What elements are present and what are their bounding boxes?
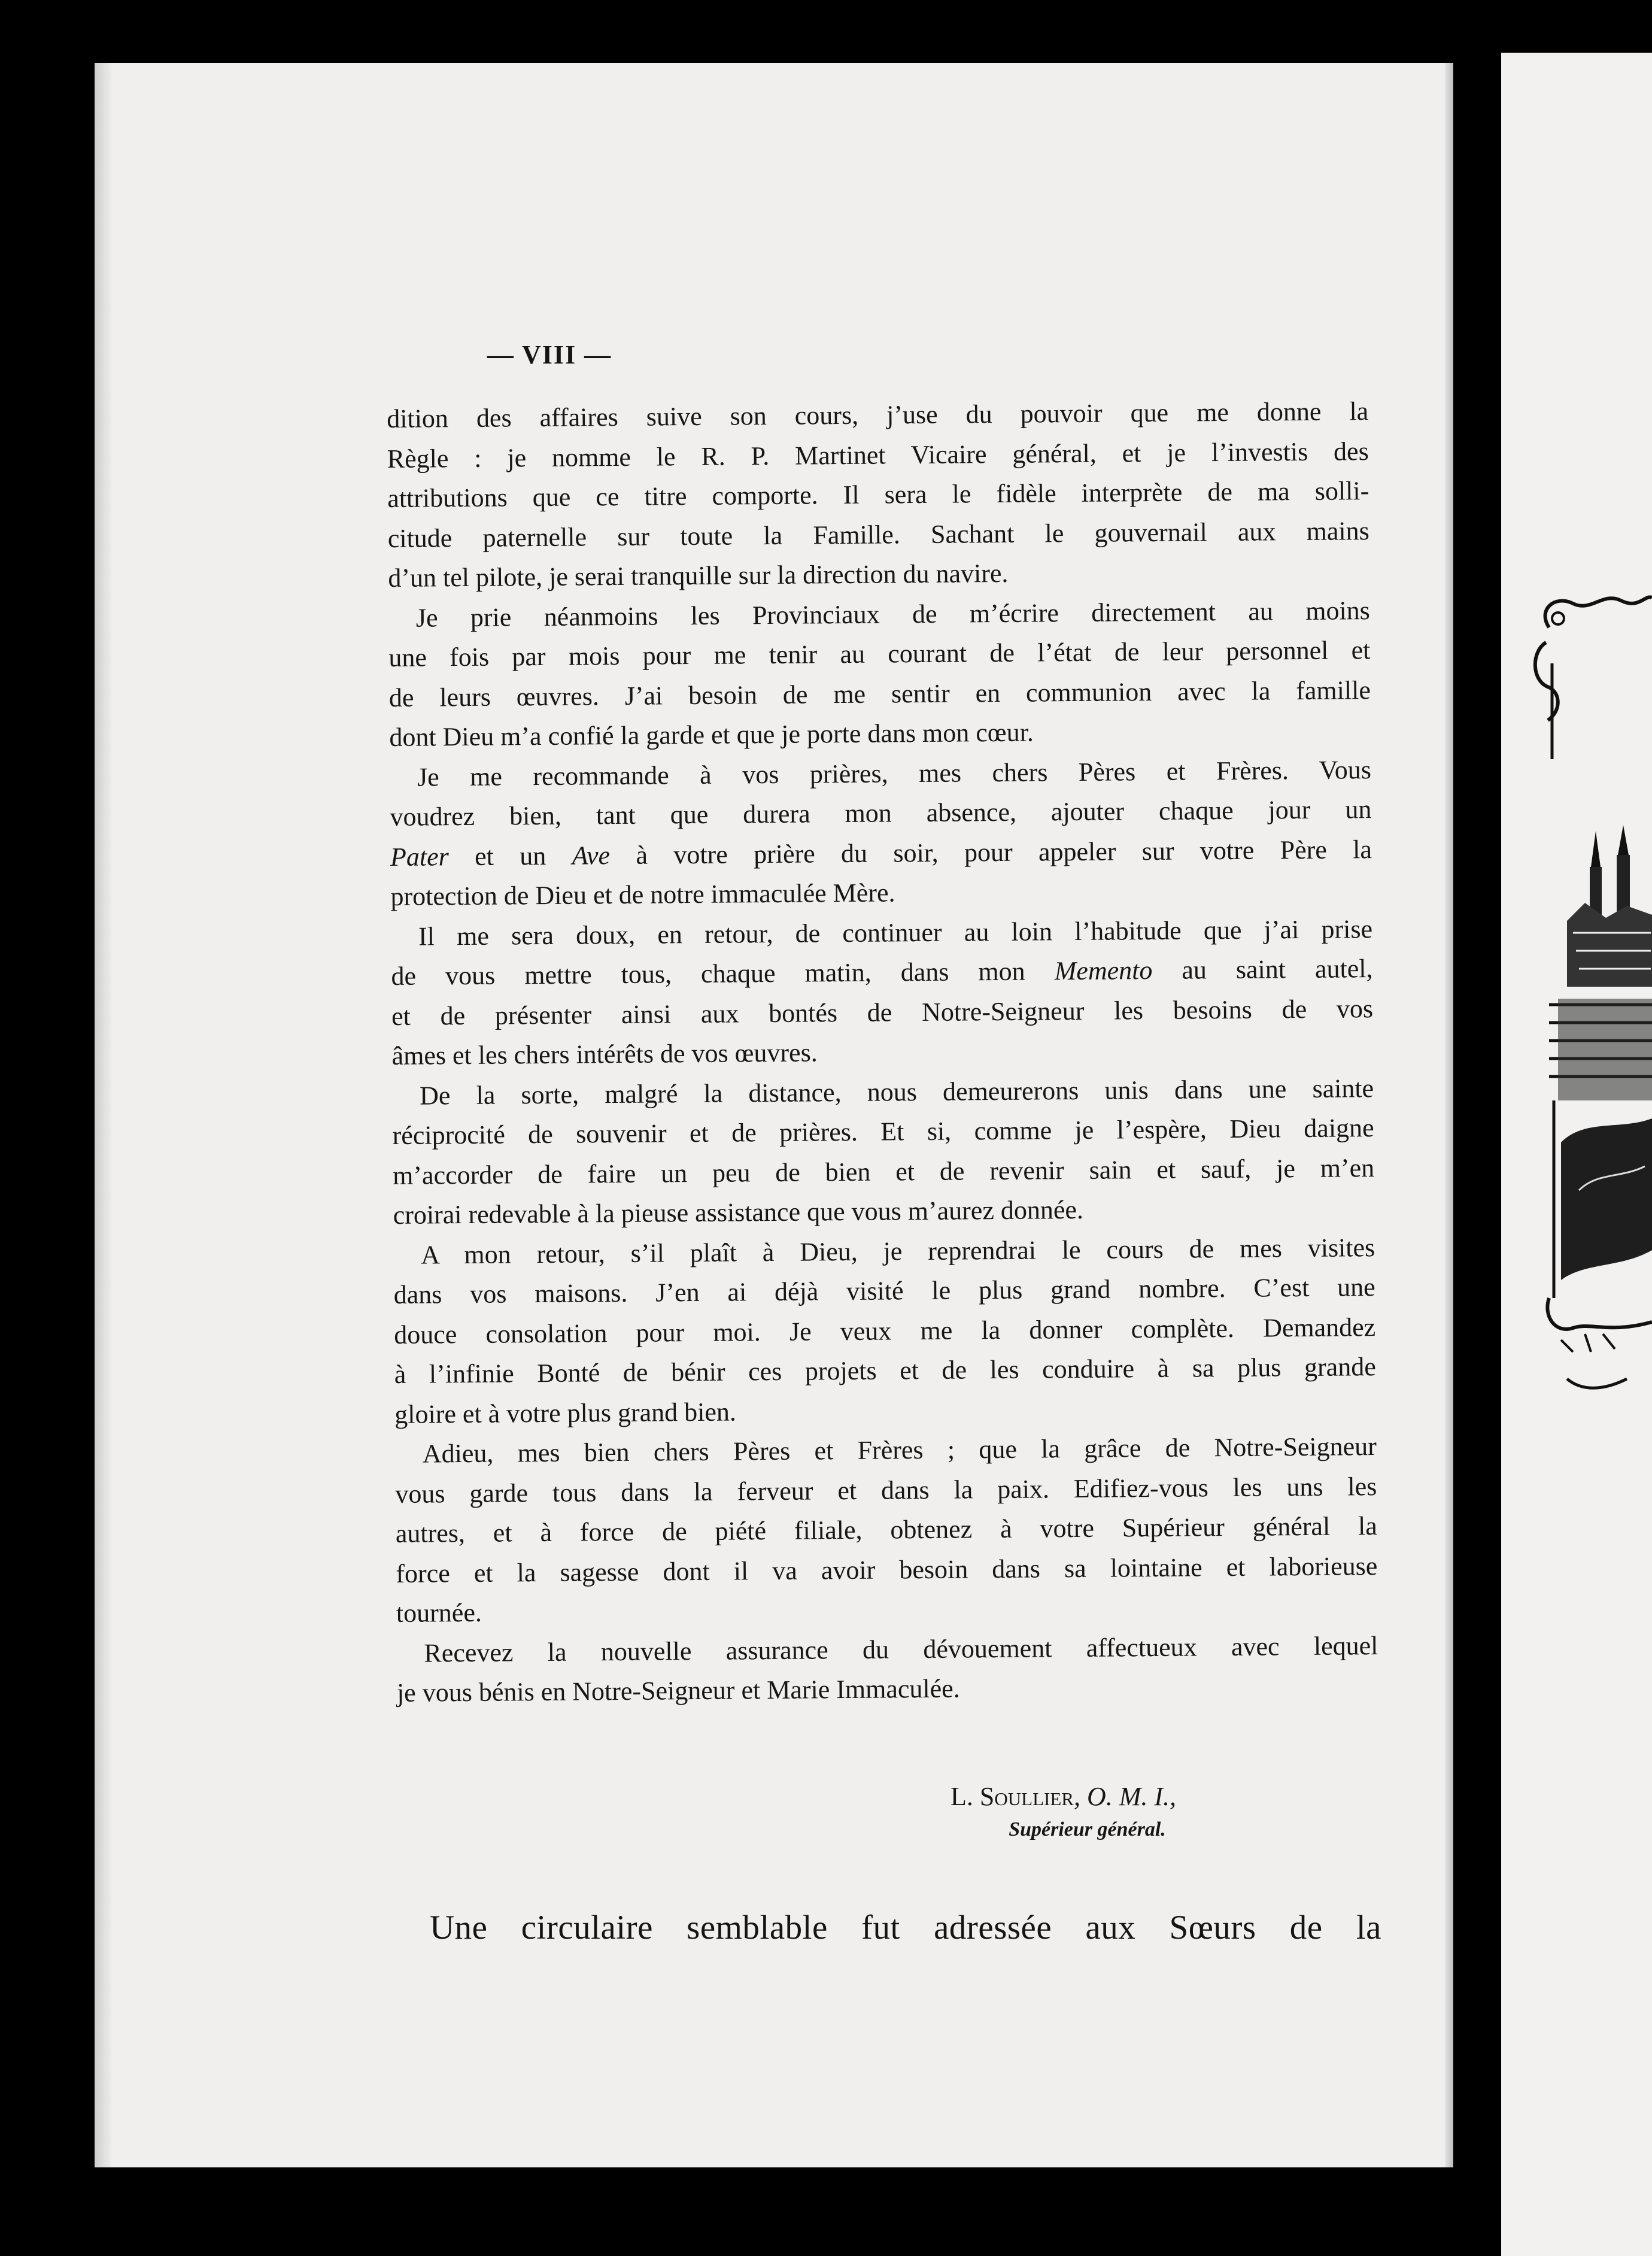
letter-body — [387, 392, 1378, 1713]
body-line: Je prie néanmoins les Provinciaux de m’écrire directement au moins — [415, 595, 1371, 633]
body-line: à l’infinie Bonté de bénir ces projets et de les conduire à sa plus grande — [394, 1352, 1376, 1389]
body-line: Je me recommande à vos prières, mes chers Pères et Frères. Vous — [417, 754, 1372, 792]
signature-title: Supérieur général. — [1009, 1818, 1166, 1840]
body-line: m’accorder de faire un peu de bien et de revenir sain et sauf, je m’en — [392, 1153, 1375, 1190]
signature-name: L. Soullier, O. M. I., — [950, 1782, 1177, 1811]
body-line: force et la sagesse dont il va avoir besoin dans sa lointaine et laborieuse — [396, 1551, 1378, 1588]
body-line: dans vos maisons. J’en ai déjà visité le plus grand nombre. C’est une — [393, 1272, 1375, 1309]
body-line: Recevez la nouvelle assurance du dévouement affectueux avec lequel — [424, 1630, 1378, 1668]
body-line: protection de Dieu et de notre immaculée Mère. — [390, 878, 895, 911]
body-line: une fois par mois pour me tenir au courant de l’état de leur personnel et — [388, 635, 1371, 672]
body-line: vous garde tous dans la ferveur et dans la paix. Edifiez-vous les uns les — [395, 1471, 1377, 1509]
body-line: réciprocité de souvenir et de prières. Et si, comme je l’espère, Dieu daigne — [392, 1113, 1374, 1150]
body-line: dont Dieu m’a confié la garde et que je porte dans mon cœur. — [389, 717, 1034, 752]
page-gutter — [1453, 0, 1501, 2256]
body-line: de leurs œuvres. J’ai besoin de me sentir en communion avec la famille — [388, 675, 1371, 712]
body-line: Règle : je nomme le R. P. Martinet Vicaire général, et je l’investis des — [387, 436, 1369, 474]
body-line: et de présenter ainsi aux bontés de Notre-Seigneur les besoins de vos — [391, 993, 1374, 1031]
body-line: autres, et à force de piété filiale, obtenez à votre Supérieur général la — [395, 1511, 1378, 1548]
body-line: d’un tel pilote, je serai tranquille sur la direction du navire. — [388, 558, 1009, 593]
page-binding-shadow — [95, 63, 111, 2167]
body-line: dition des affaires suive son cours, j’use du pouvoir que me donne la — [387, 396, 1369, 433]
body-line: croirai redevable à la pieuse assistance que vous m’aurez donnée. — [393, 1194, 1084, 1230]
engraving-fragment-icon — [1501, 53, 1652, 2256]
body-line: De la sorte, malgré la distance, nous demeurerons unis dans une sainte — [419, 1073, 1374, 1111]
body-line: voudrez bien, tant que durera mon absence, ajouter chaque jour un — [390, 795, 1372, 832]
adjacent-page-illustration — [1501, 53, 1652, 2256]
page-edge — [1445, 63, 1453, 2167]
body-line: de vous mettre tous, chaque matin, dans mon Memento au saint autel, — [391, 954, 1373, 991]
document-page — [95, 63, 1453, 2167]
body-line: citude paternelle sur toute la Famille. Sachant le gouvernail aux mains — [387, 516, 1369, 553]
body-line: tournée. — [396, 1597, 482, 1628]
body-line: A mon retour, s’il plaît à Dieu, je reprendrai le cours de mes visites — [421, 1232, 1375, 1270]
body-line: Adieu, mes bien chers Pères et Frères ; que la grâce de Notre-Seigneur — [422, 1432, 1377, 1469]
body-line: Il me sera doux, en retour, de continuer au loin l’habitude que j’ai prise — [418, 914, 1373, 951]
body-line: douce consolation pour moi. Je veux me la donner complète. Demandez — [394, 1312, 1376, 1350]
signature-block — [950, 1779, 1176, 1845]
body-line: je vous bénis en Notre-Seigneur et Marie Immaculée. — [396, 1673, 960, 1708]
page-number-header: — VIII — — [487, 340, 612, 369]
body-line: attributions que ce titre comporte. Il sera le fidèle interprète de ma solli- — [387, 476, 1369, 513]
body-line: âmes et les chers intérêts de vos œuvres. — [391, 1038, 818, 1071]
body-line: gloire et à votre plus grand bien. — [394, 1396, 737, 1429]
body-line: Pater et un Ave à votre prière du soir, pour appeler sur votre Père la — [390, 834, 1372, 872]
closing-line: Une circulaire semblable fut adressée aux Sœurs de la — [430, 1909, 1381, 1946]
